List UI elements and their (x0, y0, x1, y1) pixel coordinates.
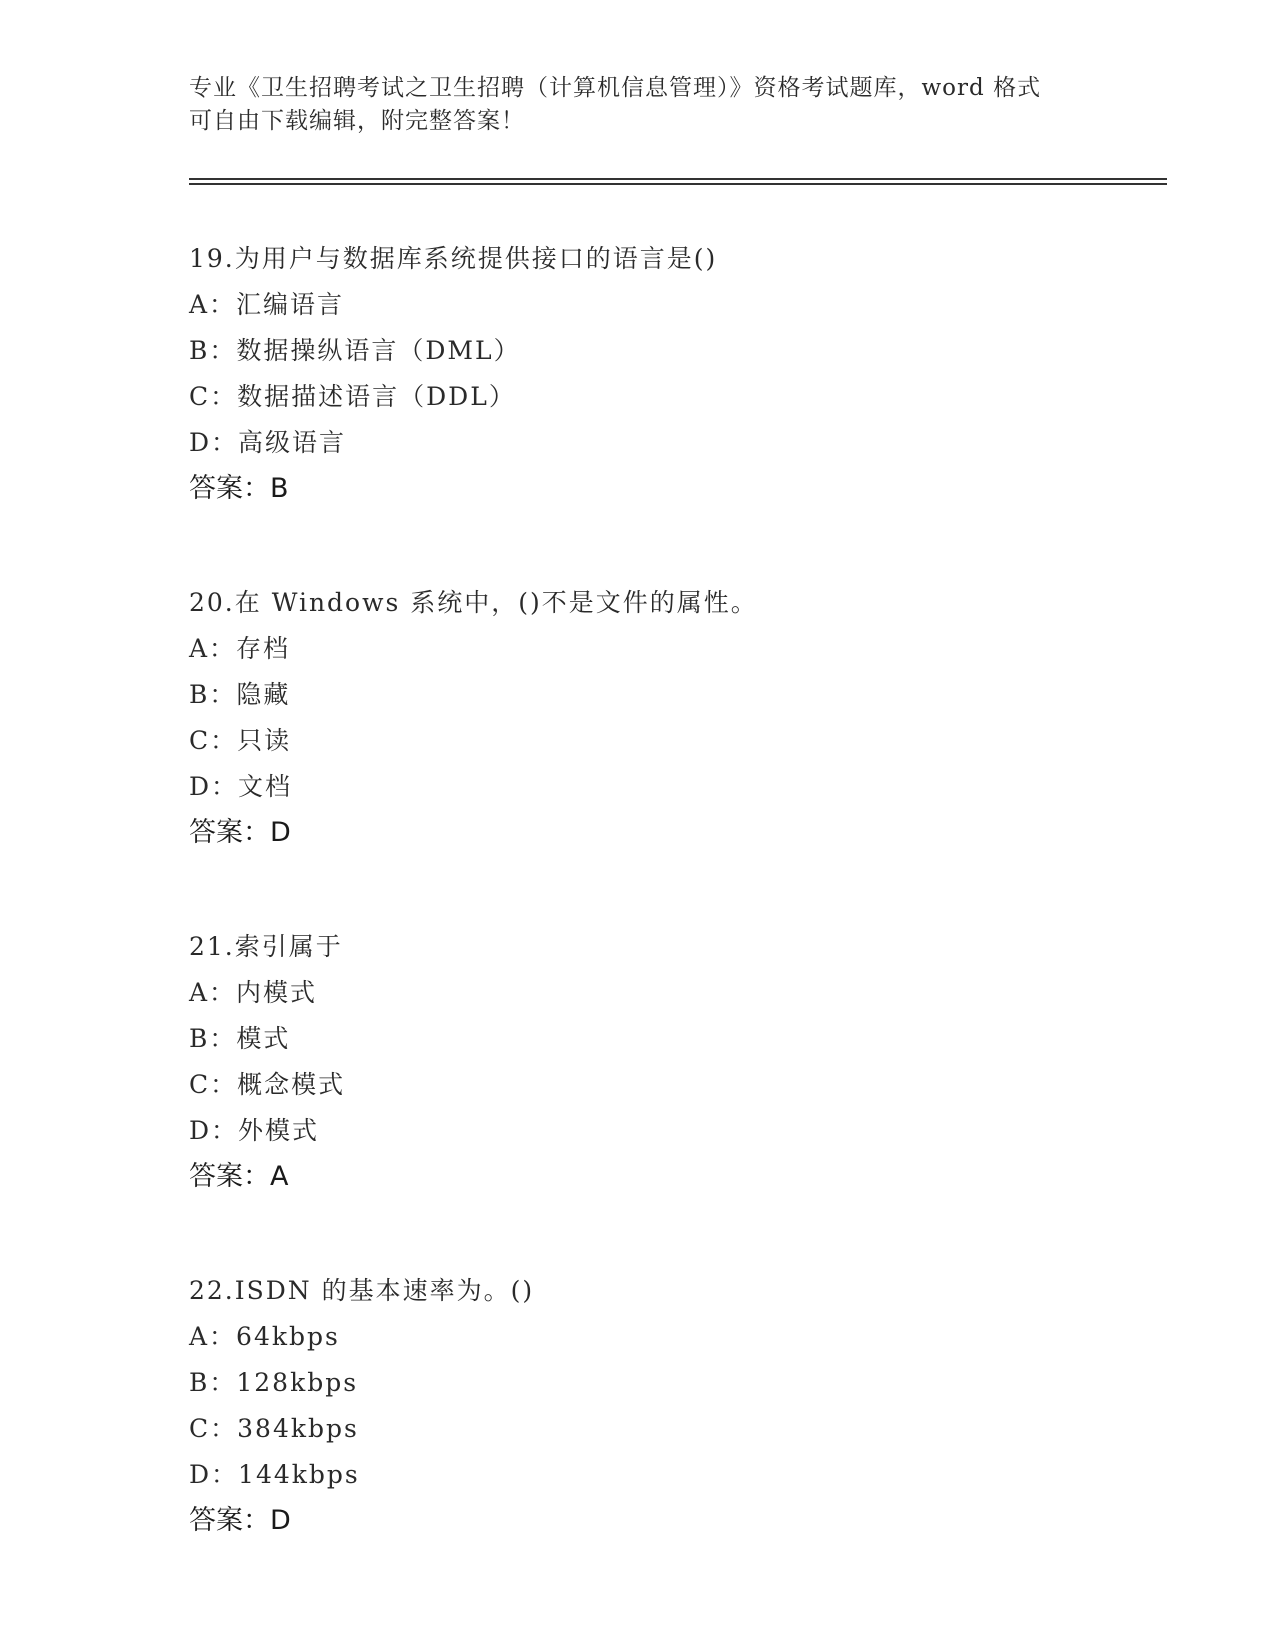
option-d: D：144kbps (189, 1460, 360, 1489)
header-line-2: 可自由下载编辑，附完整答案！ (189, 108, 525, 134)
question-stem: 22.ISDN 的基本速率为。() (189, 1276, 535, 1305)
document-header (189, 72, 1089, 138)
option-d: D：文档 (189, 772, 293, 801)
question-stem: 19.为用户与数据库系统提供接口的语言是() (189, 244, 718, 273)
answer-text: 答案：D (189, 1505, 291, 1536)
question-stem: 20.在 Windows 系统中，()不是文件的属性。 (189, 588, 758, 617)
answer-text: 答案：A (189, 1161, 289, 1192)
option-a: A：内模式 (189, 978, 318, 1007)
option-d: D：外模式 (189, 1116, 320, 1145)
option-c: C：384kbps (189, 1414, 359, 1443)
option-b: B：模式 (189, 1024, 291, 1053)
question-list (189, 236, 1139, 1612)
header-divider-bottom (189, 183, 1167, 185)
question-19 (189, 236, 1139, 512)
option-b: B：数据操纵语言（DML） (189, 336, 521, 365)
question-stem: 21.索引属于 (189, 932, 343, 961)
option-c: C：概念模式 (189, 1070, 346, 1099)
option-a: A：64kbps (189, 1322, 340, 1351)
option-c: C：只读 (189, 726, 292, 755)
header-line-1: 专业《卫生招聘考试之卫生招聘（计算机信息管理）》资格考试题库，word 格式 (189, 75, 1042, 101)
option-b: B：隐藏 (189, 680, 291, 709)
question-22 (189, 1268, 1139, 1544)
option-a: A：存档 (189, 634, 291, 663)
option-a: A：汇编语言 (189, 290, 345, 319)
answer-text: 答案：D (189, 817, 291, 848)
option-c: C：数据描述语言（DDL） (189, 382, 516, 411)
header-divider-top (189, 178, 1167, 180)
option-d: D：高级语言 (189, 428, 347, 457)
option-b: B：128kbps (189, 1368, 359, 1397)
question-20 (189, 580, 1139, 856)
answer-text: 答案：B (189, 473, 289, 504)
question-21 (189, 924, 1139, 1200)
